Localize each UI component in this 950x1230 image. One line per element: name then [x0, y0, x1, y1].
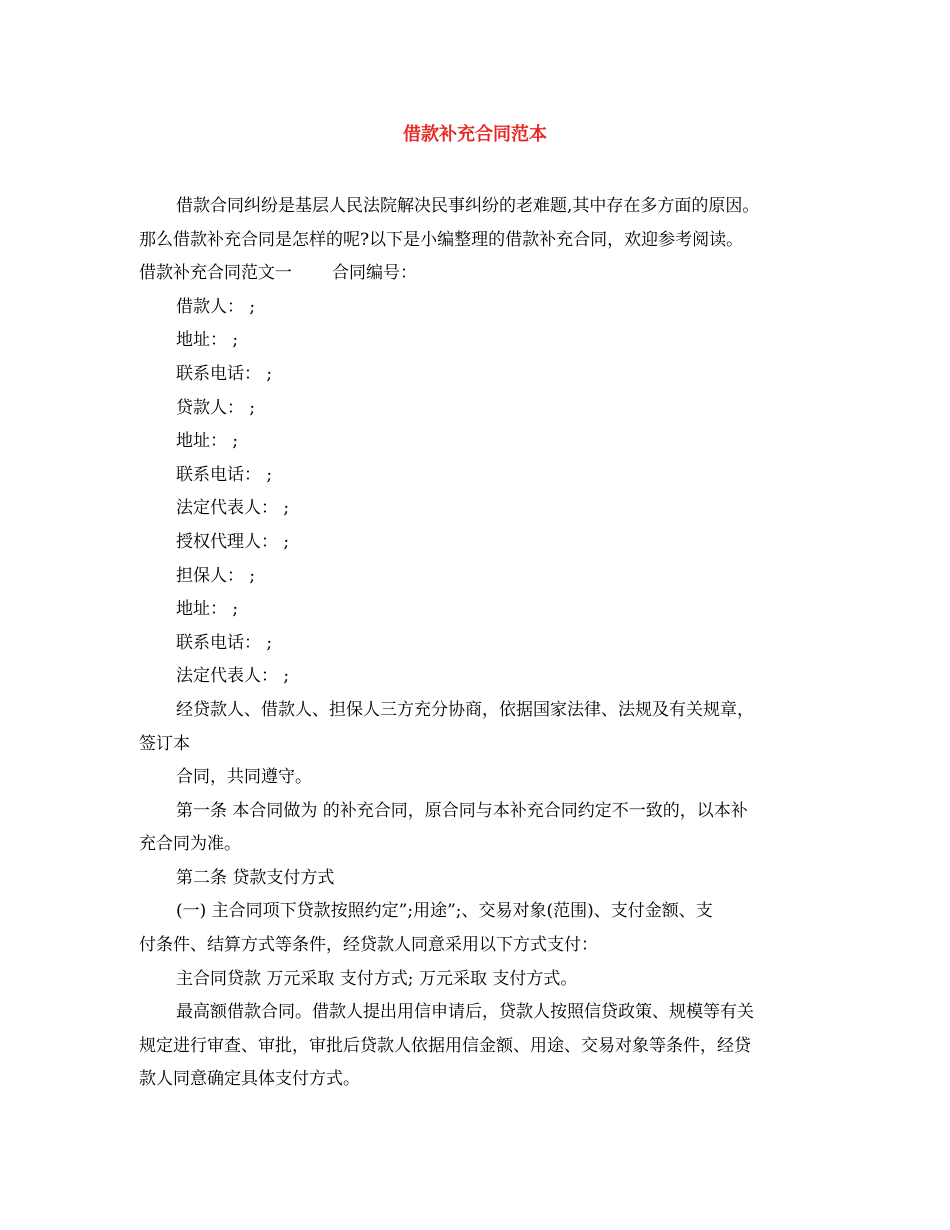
paragraph-line: [139, 761, 829, 795]
line-text: 借款合同纠纷是基层人民法院解决民事纠纷的老难题,其中存在多方面的原因。: [176, 196, 760, 216]
paragraph-line: [139, 963, 829, 997]
line-text: (一) 主合同项下贷款按照约定”;用途”;、交易对象(范围)、支付金额、支: [176, 901, 713, 922]
legal-rep-field: 法定代表人： ;: [176, 666, 290, 687]
paragraph-line: [139, 929, 829, 963]
address-field: 地址： ;: [176, 431, 239, 452]
phone-field: 联系电话： ;: [176, 464, 273, 485]
guarantor-field: 担保人： ;: [176, 565, 256, 586]
paragraph-line: [139, 895, 829, 929]
field-line: [139, 358, 829, 392]
field-line: [139, 291, 829, 325]
field-line: [139, 526, 829, 560]
contract-number-label: 合同编号：: [332, 263, 417, 284]
paragraph-line: [139, 224, 829, 258]
paragraph-line: [139, 862, 829, 896]
line-text: 签订本: [139, 733, 190, 754]
line-text: 经贷款人、借款人、担保人三方充分协商，依据国家法律、法规及有关规章，: [176, 699, 754, 720]
legal-rep-field: 法定代表人： ;: [176, 498, 290, 519]
field-line: [139, 593, 829, 627]
field-line: [139, 627, 829, 661]
phone-field: 联系电话： ;: [176, 632, 273, 653]
paragraph-line: [139, 828, 829, 862]
line-text: 款人同意确定具体支付方式。: [139, 1069, 360, 1090]
line-text: 充合同为准。: [139, 834, 241, 855]
paragraph-line: [139, 1030, 829, 1064]
article-one-text: 第一条 本合同做为 的补充合同，原合同与本补充合同约定不一致的，以本补: [176, 800, 748, 821]
line-text: 借款补充合同范文一: [139, 263, 292, 284]
address-field: 地址： ;: [176, 330, 239, 351]
field-line: [139, 560, 829, 594]
line-text: 付条件、结算方式等条件，经贷款人同意采用以下方式支付：: [139, 935, 598, 956]
line-text: 合同，共同遵守。: [176, 767, 312, 788]
paragraph-line: [139, 996, 829, 1030]
phone-field: 联系电话： ;: [176, 363, 273, 384]
document-title: 借款补充合同范本: [403, 124, 547, 145]
paragraph-line: [139, 257, 829, 291]
address-field: 地址： ;: [176, 599, 239, 620]
document-body: [139, 190, 829, 1097]
paragraph-line: [139, 728, 829, 762]
paragraph-line: [139, 190, 829, 224]
line-text: 最高额借款合同。借款人提出用信申请后，贷款人按照信贷政策、规模等有关: [176, 1002, 754, 1023]
field-line: [139, 492, 829, 526]
article-two-heading: 第二条 贷款支付方式: [176, 867, 335, 888]
field-line: [139, 459, 829, 493]
paragraph-line: [139, 1063, 829, 1097]
field-line: [139, 660, 829, 694]
line-text: 那么借款补充合同是怎样的呢?以下是小编整理的借款补充合同，欢迎参考阅读。: [139, 229, 744, 250]
paragraph-line: [139, 694, 829, 728]
line-text: 主合同贷款 万元采取 支付方式; 万元采取 支付方式。: [176, 968, 578, 989]
line-text: 规定进行审查、审批，审批后贷款人依据用信金额、用途、交易对象等条件，经贷: [139, 1035, 751, 1056]
field-line: [139, 425, 829, 459]
borrower-field: 借款人： ;: [176, 296, 256, 317]
agent-field: 授权代理人： ;: [176, 531, 290, 552]
lender-field: 贷款人： ;: [176, 397, 256, 418]
paragraph-line: [139, 795, 829, 829]
field-line: [139, 392, 829, 426]
field-line: [139, 324, 829, 358]
